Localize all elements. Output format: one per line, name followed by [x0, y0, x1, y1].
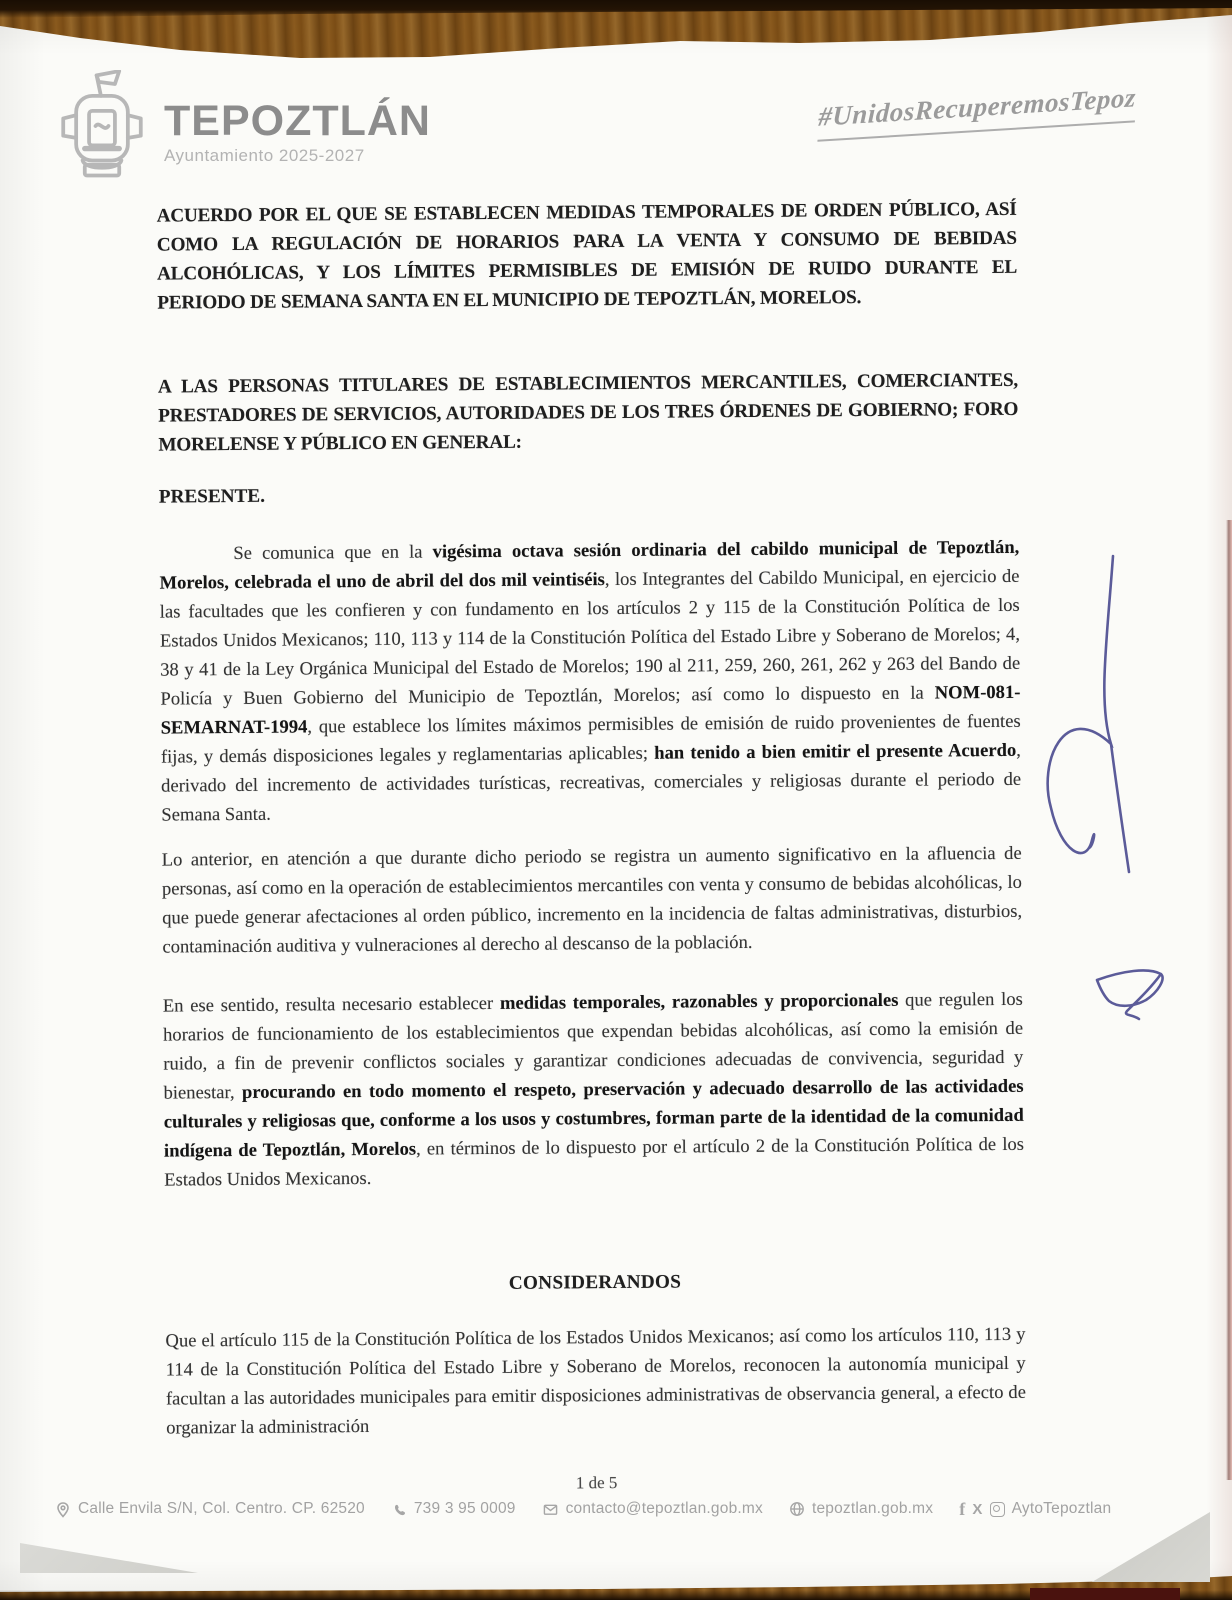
salutation: PRESENTE.	[158, 485, 266, 508]
logo-subtitle: Ayuntamiento 2025-2027	[164, 146, 365, 165]
paragraph-4: Que el artículo 115 de la Constitución Política de los Estados Unidos Mexicanos; así como los artículos 110, 113 y 114 de la Constitución Política del Estado Libre y Soberano de Morelos, reconocen la autonomía municipal y facultan a las autoridades municipales para emitir disposiciones administrativas de observancia general, a efecto de organizar la administración	[165, 1323, 1027, 1439]
instagram-icon	[990, 1502, 1005, 1517]
facebook-icon: f	[959, 1499, 966, 1519]
footer-contact-bar	[55, 1500, 1165, 1518]
mail-icon	[542, 1502, 559, 1517]
footer-email-text: contacto@tepoztlan.gob.mx	[565, 1500, 763, 1517]
footer-address-text: Calle Envila S/N, Col. Centro. CP. 62520	[78, 1500, 365, 1517]
globe-icon	[789, 1501, 805, 1517]
footer-phone	[391, 1500, 516, 1518]
table-object	[1030, 1588, 1180, 1600]
footer-email	[542, 1500, 763, 1518]
phone-icon	[391, 1501, 407, 1517]
considerandos-heading: CONSIDERANDOS	[508, 1271, 682, 1294]
footer-website	[789, 1500, 933, 1518]
footer-phone-text: 739 3 95 0009	[413, 1500, 516, 1517]
paragraph-2: Lo anterior, en atención a que durante dicho periodo se registra un aumento significativo en la afluencia de personas, así como en la operación de establecimientos mercantiles con venta y consumo de bebidas alcohólicas, lo que puede generar afectaciones al orden público, incremento en la incidencia de faltas administrativas, disturbios, contaminación auditiva y vulneraciones al derecho al descanso de la población.	[161, 842, 1023, 958]
addressee-paragraph: A LAS PERSONAS TITULARES DE ESTABLECIMIENTOS MERCANTILES, COMERCIANTES, PRESTADORES DE SERVICIOS, AUTORIDADES DE LOS TRES ÓRDENES DE GOBIERNO; FORO MORELENSE Y PÚBLICO EN GENERAL:	[157, 369, 1019, 456]
footer-social	[959, 1500, 1111, 1518]
footer-website-text: tepoztlan.gob.mx	[811, 1500, 934, 1517]
footer-social-text: AytoTepoztlan	[1011, 1500, 1112, 1517]
footer-address	[55, 1500, 365, 1518]
document-title: ACUERDO POR EL QUE SE ESTABLECEN MEDIDAS TEMPORALES DE ORDEN PÚBLICO, ASÍ COMO LA REGULACIÓN DE HORARIOS PARA LA VENTA Y CONSUMO DE BEBIDAS ALCOHÓLICAS, Y LOS LÍMITES PERMISIBLES DE EMISIÓN DE RUIDO DURANTE EL PERIODO DE SEMANA SANTA EN EL MUNICIPIO DE TEPOZTLÁN, MORELOS.	[156, 198, 1018, 314]
paragraph-3: En ese sentido, resulta necesario establecer medidas temporales, razonables y proporcionales que regulen los horarios de funcionamiento de los establecimientos que expendan bebidas alcohólicas, así como la emisión de ruido, a fin de prevenir conflictos sociales y garantizar condiciones adecuadas de convivencia, seguridad y bienestar, procurando en todo momento el respeto, preservación y adecuado desarrollo de las actividades culturales y religiosas que, conforme a los usos y costumbres, forman parte de la identidad de la comunidad indígena de Tepoztlán, Morelos, en términos de lo dispuesto por el artículo 2 de la Constitución Política de los Estados Unidos Mexicanos.	[162, 988, 1025, 1191]
location-pin-icon	[55, 1501, 71, 1518]
page-right-edge	[1226, 520, 1232, 1480]
campaign-hashtag: #UnidosRecuperemosTepoz	[817, 82, 1136, 142]
x-icon: X	[972, 1500, 983, 1518]
page-number: 1 de 5	[575, 1473, 618, 1493]
logo-title: TEPOZTLÁN	[164, 97, 431, 145]
paragraph-1: Se comunica que en la vigésima octava sesión ordinaria del cabildo municipal de Tepoztlán, Morelos, celebrada el uno de abril del dos mil veintiséis, los Integrantes del Cabildo Municipal, en ejercicio de las facultades que les confieren y con fundamento en los artículos 2 y 115 de la Constitución Política de los Estados Unidos Mexicanos; 110, 113 y 114 de la Constitución Política del Estado Libre y Soberano de Morelos; 4, 38 y 41 de la Ley Orgánica Municipal del Estado de Morelos; 190 al 211, 259, 260, 261, 262 y 263 del Bando de Policía y Buen Gobierno del Municipio de Tepoztlán, Morelos; así como lo dispuesto en la NOM-081-SEMARNAT-1994, que establece los límites máximos permisibles de emisión de ruido provenientes de fuentes fijas, y demás disposiciones legales y reglamentarias aplicables; han tenido a bien emitir el presente Acuerdo, derivado del incremento de actividades turísticas, recreativas, comerciales y religiosas durante el periodo de Semana Santa.	[159, 536, 1022, 826]
